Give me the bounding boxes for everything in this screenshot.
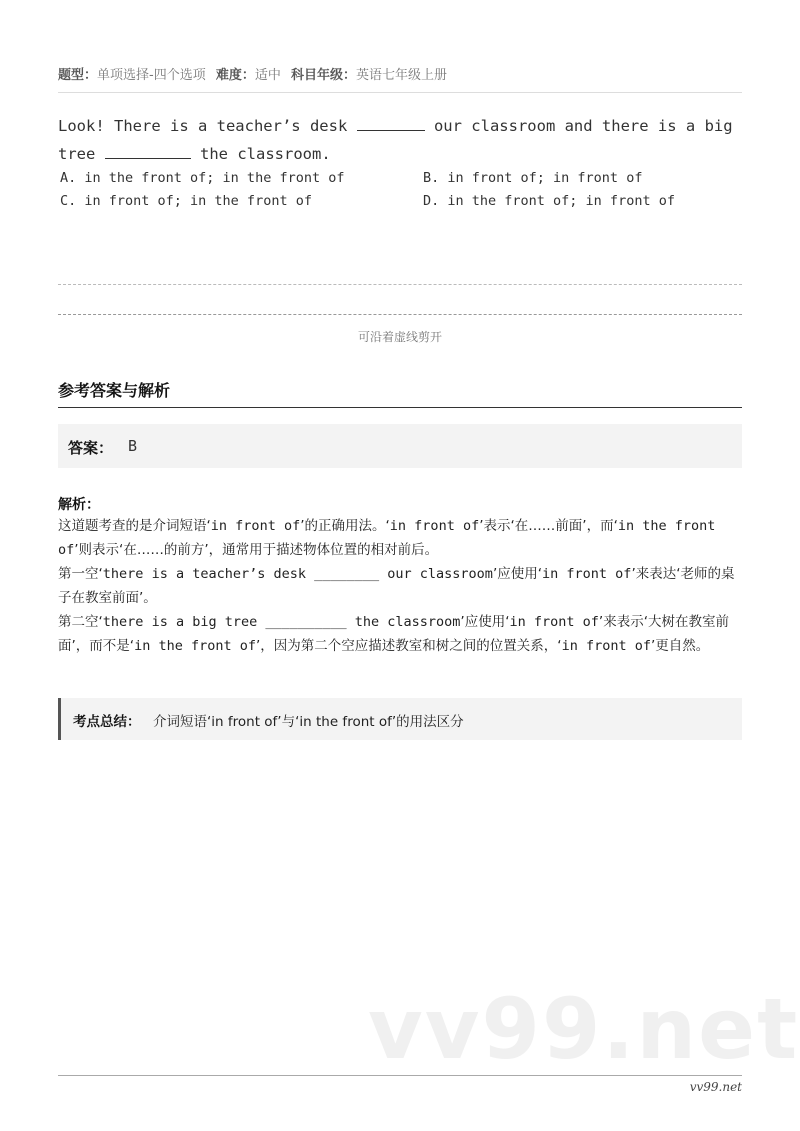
analysis-label: 解析： xyxy=(58,497,100,513)
answer-value: B xyxy=(128,437,138,455)
cut-line-light xyxy=(58,284,742,285)
analysis-phrase: in front of xyxy=(210,518,301,534)
question-part-3: the classroom. xyxy=(190,145,331,163)
analysis-text-segment: ’表示‘在……前面’，而‘ xyxy=(479,518,618,534)
option-a[interactable]: A. in the front of; in the front of xyxy=(60,170,345,186)
analysis-phrase: there is a big tree __________ the classroom xyxy=(102,614,461,630)
analysis-paragraph-2 xyxy=(58,562,746,610)
analysis-phrase: in front of xyxy=(389,518,480,534)
analysis-phrase: in the front of xyxy=(134,638,257,654)
grade-value: 英语七年级上册 xyxy=(356,68,448,83)
cut-line xyxy=(58,314,742,315)
question-part-1: Look! There is a teacher’s desk xyxy=(58,117,357,135)
analysis-text-segment: ’来表示‘大树在教室前面’，而不是‘ xyxy=(58,614,730,654)
analysis-text-segment: 这道题考查的是介词短语‘ xyxy=(58,518,211,534)
analysis-phrase: in the front of xyxy=(58,518,716,558)
option-d[interactable]: D. in the front of; in front of xyxy=(423,193,675,209)
blank-2 xyxy=(105,142,191,159)
key-point-label: 考点总结： xyxy=(73,714,141,730)
analysis-phrase: in front of xyxy=(509,614,599,630)
section-title: 参考答案与解析 xyxy=(58,381,171,400)
analysis-text-segment: ’应使用‘ xyxy=(460,614,510,630)
question-part-2: our classroom and there is a big tree xyxy=(58,117,733,163)
footer-divider xyxy=(58,1075,742,1076)
difficulty-value: 适中 xyxy=(254,68,281,83)
analysis-text-segment: ’来表达‘老师的桌子在教室前面’。 xyxy=(58,566,735,606)
question-text xyxy=(58,112,748,168)
analysis-paragraph-3 xyxy=(58,610,746,658)
option-c[interactable]: C. in front of; in the front of xyxy=(60,193,312,209)
analysis-text-segment: 第二空‘ xyxy=(58,614,103,630)
analysis-phrase: in front of xyxy=(561,638,652,654)
question-meta xyxy=(58,64,453,83)
analysis-text-segment: ’的正确用法。‘ xyxy=(300,518,390,534)
type-value: 单项选择-四个选项 xyxy=(97,68,206,83)
top-divider xyxy=(58,92,742,93)
key-point-value: 介词短语‘in front of’与‘in the front of’的用法区分 xyxy=(153,714,464,730)
analysis-text-segment: ’则表示‘在……的前方’，通常用于描述物体位置的相对前后。 xyxy=(74,542,439,558)
analysis-text-segment: 第一空‘ xyxy=(58,566,103,582)
analysis-text-segment: ’更自然。 xyxy=(651,638,710,654)
type-label: 题型： xyxy=(58,68,98,83)
option-b[interactable]: B. in front of; in front of xyxy=(423,170,643,186)
difficulty-label: 难度： xyxy=(215,68,255,83)
key-point-box xyxy=(58,698,742,740)
cut-hint: 可沿着虚线剪开 xyxy=(357,330,442,344)
answer-label: 答案： xyxy=(68,439,114,457)
analysis-text-segment: ’应使用‘ xyxy=(492,566,543,582)
grade-label: 科目年级： xyxy=(291,68,357,83)
footer-site: vv99.net xyxy=(689,1080,742,1094)
analysis-text xyxy=(58,514,746,658)
analysis-phrase: in front of xyxy=(542,566,632,582)
section-divider xyxy=(58,407,742,408)
analysis-phrase: there is a teacher’s desk ________ our classroom xyxy=(102,566,493,582)
analysis-paragraph-1 xyxy=(58,514,746,562)
analysis-text-segment: ’，因为第二个空应描述教室和树之间的位置关系，‘ xyxy=(256,638,562,654)
watermark: vv99.net xyxy=(368,980,800,1078)
blank-1 xyxy=(357,114,425,131)
answer-box xyxy=(58,424,742,468)
